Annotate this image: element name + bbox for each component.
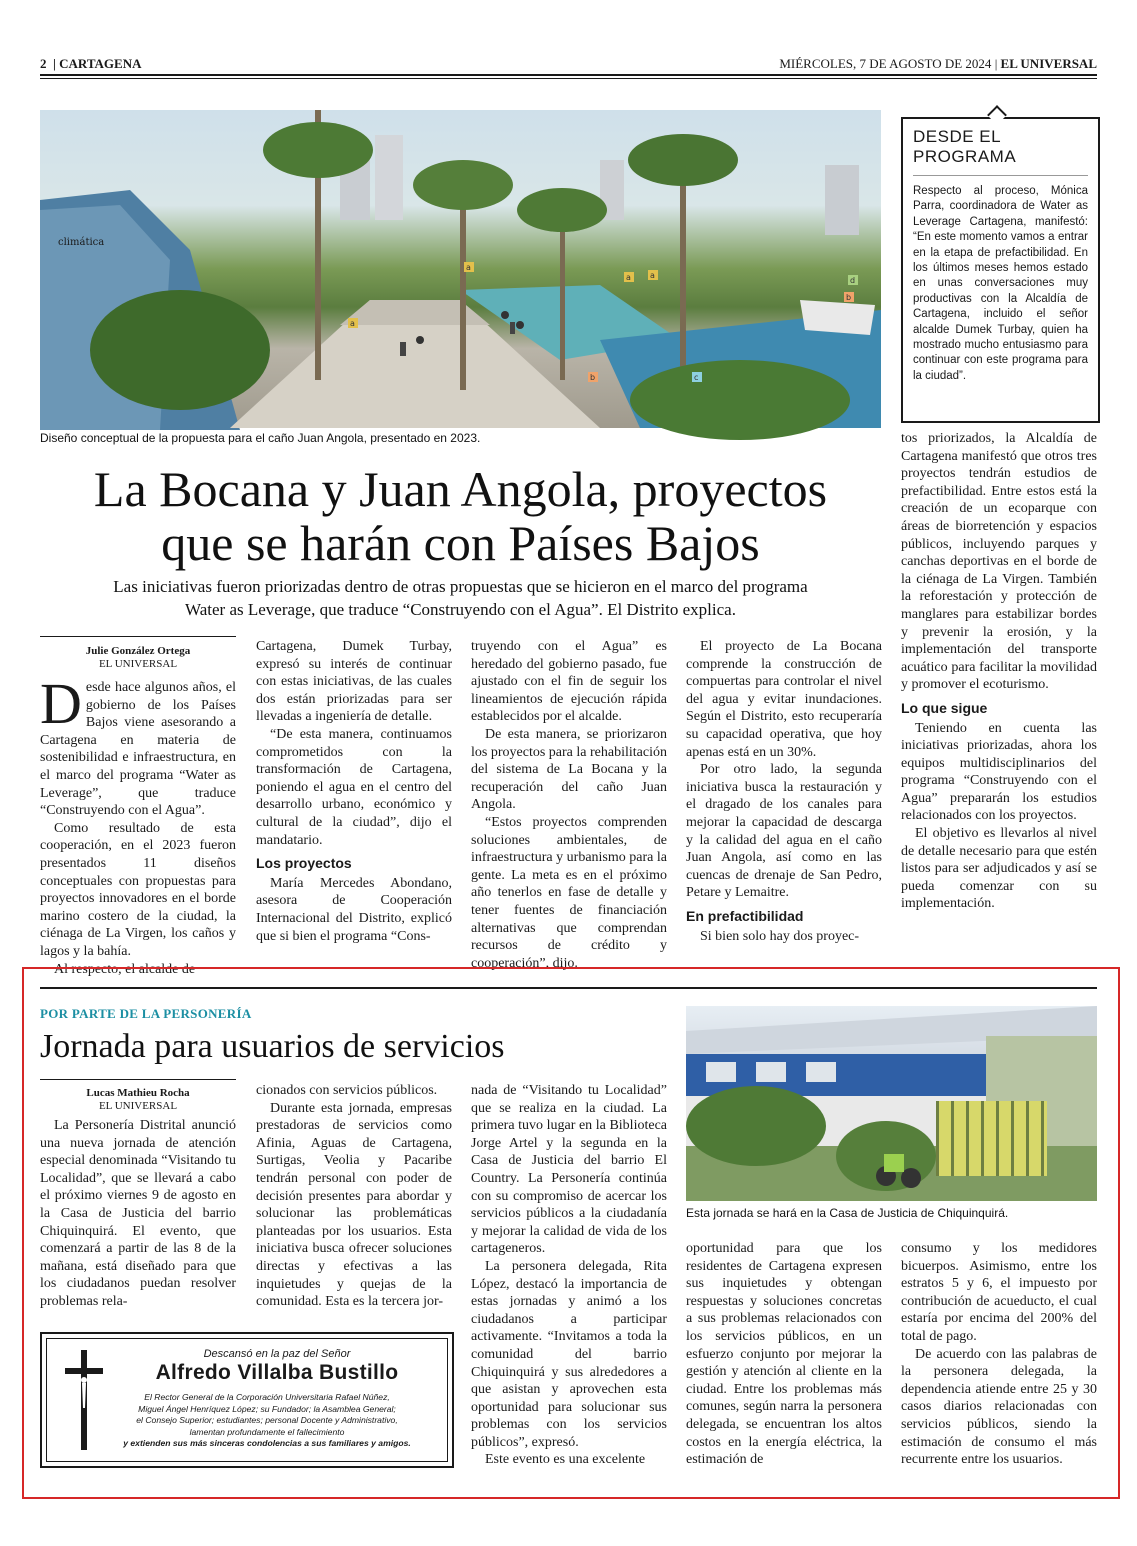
- page-number: 2: [40, 56, 47, 71]
- article2-col-3: [471, 1082, 667, 1478]
- article1-col-1: [40, 636, 236, 977]
- drop-cap: D: [40, 671, 82, 736]
- sidebar-title: DESDE EL PROGRAMA: [913, 127, 1088, 176]
- article1-paragraph: Como resultado de esta cooperación, en el 2023 fueron presentados 11 diseños conceptuales con propuestas para proyectos innovadores en el borde marino costero de la ciudad, la ciénaga de La Virgen, los caños y lagos y la bahía.: [40, 820, 236, 959]
- article2-kicker: POR PARTE DE LA PERSONERÍA: [40, 1006, 252, 1021]
- marker-a4: a: [650, 271, 655, 280]
- marker-a1: a: [350, 319, 355, 328]
- article2-paragraph: consumo y los medidores bicuerpos. Asimismo, entre los estratos 5 y 6, el impuesto por contribución de acueducto, el cual estaría por encima del 200% del total de pago.: [901, 1241, 1097, 1344]
- article1-lead-text: esde hace algunos años, el gobierno de los Países Bajos viene asesorando a Cartagena en materia de sostenibilidad e infraestructura, en el marco del programa “Water as Leverage”, que traduce “Construyendo con el Agua”.: [40, 680, 236, 819]
- article2-top-rule: [40, 987, 1097, 989]
- marker-c: c: [694, 373, 699, 382]
- article2-col-5: [901, 1240, 1097, 1480]
- article1-paragraph: De esta manera, se priorizaron los proyectos para la rehabilitación del sistema de La Bocana y la recuperación del caño Juan Angola.: [471, 726, 667, 813]
- page-header: [40, 52, 1097, 76]
- article2-byline-org: EL UNIVERSAL: [98, 1100, 178, 1112]
- main-deck: [40, 575, 881, 621]
- subhead-los-proyectos: Los proyectos: [256, 855, 352, 872]
- article2-byline: [40, 1087, 236, 1113]
- marker-b2: b: [846, 293, 852, 302]
- article2-headline: Jornada para usuarios de servicios: [40, 1028, 505, 1065]
- byline-rule: [40, 1079, 236, 1080]
- article2-paragraph: oportunidad para que los residentes de Cartagena expresen sus inquietudes y obtengan respuestas y soluciones concretas a sus problemas relacionados con los servicios públicos, en un esfuerzo conjunto por mejorar la gestión y atención al cliente en la ciudad. Entre los problemas más comunes, según narra la personera delegada, se encuentran los altos costos en la energía eléctrica, la estimación de: [686, 1241, 882, 1468]
- obituary-notice: [40, 1332, 454, 1468]
- byline-name: Julie González Ortega: [85, 645, 191, 657]
- article2-paragraph: De acuerdo con las palabras de la personera delegada, la dependencia atiende entre 25 y 30 casos diarios relacionadas con servicios públicos, siendo la estimación de consumo el más recurrente entre los usuarios.: [901, 1346, 1097, 1468]
- marker-a3: a: [626, 273, 631, 282]
- article1-paragraph: truyendo con el Agua” es heredado del gobierno pasado, fue ajustado con el fin de seguir los lineamientos de ejecución rápida establecidos por el alcalde.: [471, 639, 667, 725]
- article1-paragraph: Si bien solo hay dos proyec-: [700, 928, 860, 944]
- obituary-message: [82, 1392, 452, 1450]
- obituary-line: el Consejo Superior; estudiantes; personal Docente y Administrativo,: [136, 1415, 398, 1426]
- article2-photo: [686, 1006, 1097, 1201]
- headline-line-1: La Bocana y Juan Angola, proyectos: [93, 461, 828, 517]
- article2-byline-name: Lucas Mathieu Rocha: [86, 1087, 190, 1099]
- newspaper-name: EL UNIVERSAL: [1000, 56, 1097, 71]
- article2-photo-caption: Esta jornada se hará en la Casa de Justicia de Chiquinquirá.: [686, 1206, 1009, 1220]
- byline-org: EL UNIVERSAL: [98, 658, 178, 670]
- obituary-line: y extienden sus más sinceras condolencias a sus familiares y amigos.: [123, 1438, 411, 1449]
- casa-de-justicia-photo: [686, 1006, 1097, 1201]
- article1-col-4: [686, 638, 882, 966]
- article1-lead-paragraph: [40, 671, 236, 820]
- article1-paragraph: “Estos proyectos comprenden soluciones ambientales, de infraestructura y urbanismo para la gente. La meta es en el próximo año tenerlos en fase de detalle y tener fuentes de financiación alternativas que comprendan recursos de crédito y cooperación”, dijo.: [471, 814, 667, 971]
- article1-paragraph: El objetivo es llevarlos al nivel de detalle necesario para que estén listos para ser adjudicados y así se pueda comenzar con su implementación.: [901, 826, 1097, 912]
- page-folio: 2 | CARTAGENA: [40, 56, 142, 71]
- article2-col-4: [686, 1240, 882, 1480]
- article2-paragraph: nada de “Visitando tu Localidad” que se realiza en la ciudad. La primera tuvo lugar en la Biblioteca Jorge Artel y la segunda en la Casa de Justicia del barrio El Country. La Personería continúa con su compromiso de acercar los servicios públicos a la ciudadanía y mejorar la calidad de vida de los cartageneros.: [471, 1083, 667, 1257]
- headline-line-2: que se harán con Países Bajos: [161, 515, 760, 571]
- deck-line-1: Las iniciativas fueron priorizadas dentro de otras propuestas que se hicieron en el marco del programa: [113, 577, 808, 596]
- article1-paragraph: Al respecto, el alcalde de: [54, 961, 196, 977]
- byline: [40, 645, 236, 671]
- obituary-line: El Rector General de la Corporación Universitaria Rafael Núñez,: [144, 1392, 390, 1402]
- sidebar-body: Respecto al proceso, Mónica Parra, coordinadora de Water as Leverage Cartagena, manifestó: “En este momento vamos a entrar en la etapa de prefactibilidad. En los últimos meses hemos estado en unas conversaciones muy productivas con la Alcaldía de Cartagena, incluido el señor alcalde Dumek Turbay, quien ha mostrado mucho entusiasmo para continuar con este programa para la ciudad”.: [913, 185, 1088, 382]
- byline-rule: [40, 636, 236, 637]
- article2-paragraph: cionados con servicios públicos.: [256, 1083, 438, 1098]
- article1-paragraph: tos priorizados, la Alcaldía de Cartagena manifestó que otros tres proyectos tendrán estudios de prefactibilidad. Entre estos está la creación de un ecoparque con áreas de biorretención y espacios públicos, incluyendo parques y canchas deportivas en el borde de la ciénaga de La Virgen. También la reforestación y protección de manglares para estabilizar bordes y prevenir la erosión, y la implementación del transporte acuático para facilitar la movilidad y promover el ecoturismo.: [901, 431, 1097, 693]
- top-photo: [40, 110, 881, 428]
- article1-col-3: [471, 638, 667, 971]
- conceptual-rendering: [40, 110, 881, 428]
- subhead-en-prefactibilidad: En prefactibilidad: [686, 907, 804, 924]
- article1-col-2: [256, 638, 452, 966]
- article2-paragraph: La Personería Distrital anunció una nueva jornada de atención especial denominada “Visitando tu Localidad”, que se llevará a cabo el próximo viernes 9 de agosto en la Casa de Justicia del barrio Chiquinquirá. El evento, que comenzará a partir de las 8 de la mañana, está diseñado para que los ciudadanos puedan resolver problemas rela-: [40, 1118, 236, 1309]
- sidebar-box: [901, 117, 1100, 423]
- article2-paragraph: Durante esta jornada, empresas prestadoras de servicios como Afinia, Aguas de Cartagena, Surtigas, Veolia y Pacaribe tendrán personal con poder de decisión presentes para abordar y solucionar las problemáticas planteadas por los usuarios. Esta iniciativa busca ofrecer soluciones directas y efectivas a las inquietudes y quejas de la comunidad. Esta es la tercera jor-: [256, 1100, 452, 1310]
- obituary-line: lamentan profundamente el fallecimiento: [189, 1426, 345, 1437]
- article2-col-2: [256, 1082, 452, 1320]
- article1-paragraph: El proyecto de La Bocana comprende la construcción de compuertas para controlar el nivel del agua y evitar inundaciones. Según el Distrito, esto recuperaría su capacidad operativa, que hoy apenas está en un 30%.: [686, 639, 882, 760]
- marker-d: d: [850, 276, 856, 285]
- obituary-intro: Descansó en la paz del Señor: [203, 1348, 351, 1360]
- mural-text: climática: [58, 237, 105, 248]
- header-rule: [40, 78, 1097, 79]
- main-headline: [40, 462, 881, 570]
- dateline: MIÉRCOLES, 7 DE AGOSTO DE 2024 | EL UNIVERSAL: [779, 56, 1097, 71]
- article1-paragraph: Por otro lado, la segunda iniciativa busca la restauración y el dragado de los canales para mejorar la capacidad de descarga y la calidad del agua en el caño Juan Angola, así como en las cuencas de drenaje de San Pedro, Petare y Lemaitre.: [686, 762, 882, 901]
- marker-b1: b: [590, 373, 596, 382]
- deck-line-2: Water as Leverage, que traduce “Construyendo con el Agua”. El Distrito explica.: [185, 600, 736, 619]
- article2-paragraph: Este evento es una excelente: [485, 1452, 646, 1468]
- article1-paragraph: Cartagena, Dumek Turbay, expresó su interés de continuar con estas iniciativas, de las cuales dos están priorizadas para ser llevadas a ingeniería de detalle.: [256, 639, 452, 725]
- article2-col-1: [40, 1079, 236, 1319]
- article1-paragraph: “De esta manera, continuamos comprometidos con la transformación de Cartagena, poniendo el agua en el centro del desarrollo urbano, económico y cultural de la ciudad”, dijo el mandatario.: [256, 726, 452, 848]
- article1-paragraph: Teniendo en cuenta las iniciativas priorizadas, ahora los equipos multidisciplinarios del programa “Construyendo con el Agua” prepararán los estudios relacionados con los proyectos.: [901, 720, 1097, 824]
- obituary-line: Miguel Ángel Henríquez López; su Fundador; la Asamblea General;: [138, 1403, 396, 1414]
- issue-date: MIÉRCOLES, 7 DE AGOSTO DE 2024: [779, 56, 992, 71]
- article1-col-5: [901, 430, 1097, 966]
- subhead-lo-que-sigue: Lo que sigue: [901, 699, 988, 716]
- section-name: CARTAGENA: [59, 56, 142, 71]
- marker-a2: a: [466, 263, 471, 272]
- obituary-name: Alfredo Villalba Bustillo: [155, 1361, 399, 1384]
- article2-paragraph: La personera delegada, Rita López, destacó la importancia de estas jornadas y animó a los ciudadanos a participar activamente. “Invitamos a toda la comunidad del barrio Chiquinquirá y sus alrededores a que asistan y aprovechen esta oportunidad para solucionar sus problemas con los servicios públicos”, expresó.: [471, 1258, 667, 1450]
- article1-paragraph: María Mercedes Abondano, asesora de Cooperación Internacional del Distrito, explicó que si bien el programa “Cons-: [256, 875, 452, 944]
- top-photo-caption: Diseño conceptual de la propuesta para el caño Juan Angola, presentado en 2023.: [40, 431, 481, 445]
